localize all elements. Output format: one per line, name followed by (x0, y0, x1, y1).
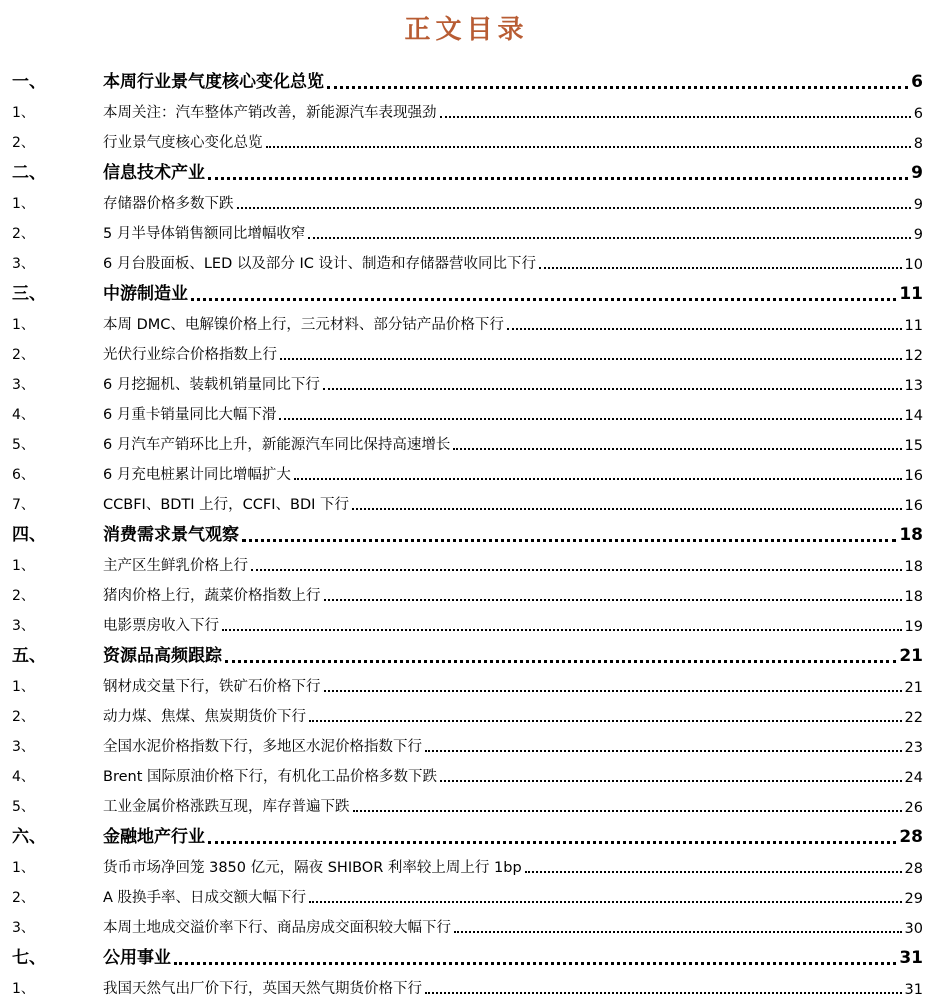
section-number: 七、 (12, 948, 46, 968)
subsection-number: 2、 (12, 135, 35, 151)
page-number[interactable]: 31 (904, 982, 923, 998)
page-number[interactable]: 9 (913, 197, 923, 213)
page-number[interactable]: 13 (904, 378, 923, 394)
dot-leader (279, 418, 901, 420)
subsection-title[interactable]: 6 月重卡销量同比大幅下滑 (103, 407, 277, 423)
toc-subsection-entry[interactable] (0, 489, 933, 519)
toc-subsection-entry[interactable] (0, 973, 933, 1003)
dot-leader (294, 478, 902, 480)
subsection-number: 3、 (12, 920, 35, 936)
toc-subsection-entry[interactable] (0, 731, 933, 761)
toc-section-entry[interactable] (0, 67, 933, 97)
toc-subsection-entry[interactable] (0, 369, 933, 399)
subsection-title[interactable]: 6 月台股面板、LED 以及部分 IC 设计、制造和存储器营收同比下行 (103, 256, 536, 272)
section-title[interactable]: 中游制造业 (103, 284, 188, 304)
subsection-number: 2、 (12, 709, 35, 725)
page-number[interactable]: 21 (904, 680, 923, 696)
page-number[interactable]: 6 (911, 72, 923, 92)
page-title: 正文目录 (404, 15, 529, 45)
page-number[interactable]: 19 (904, 619, 923, 635)
page-number[interactable]: 6 (913, 106, 923, 122)
section-number: 三、 (12, 284, 46, 304)
subsection-title[interactable]: 全国水泥价格指数下行，多地区水泥价格指数下行 (103, 739, 422, 755)
subsection-number: 1、 (12, 860, 35, 876)
section-title[interactable]: 本周行业景气度核心变化总览 (103, 72, 324, 92)
subsection-number: 6、 (12, 467, 35, 483)
subsection-number: 3、 (12, 739, 35, 755)
dot-leader (174, 962, 896, 965)
subsection-number: 7、 (12, 497, 35, 513)
dot-leader (266, 146, 911, 148)
toc-subsection-entry[interactable] (0, 912, 933, 942)
subsection-title[interactable]: 钢材成交量下行，铁矿石价格下行 (103, 679, 321, 695)
subsection-number: 2、 (12, 588, 35, 604)
dot-leader (539, 267, 902, 269)
toc-subsection-entry[interactable] (0, 852, 933, 882)
subsection-title[interactable]: 动力煤、焦煤、焦炭期货价下行 (103, 709, 306, 725)
toc-subsection-entry[interactable] (0, 429, 933, 459)
toc-subsection-entry[interactable] (0, 791, 933, 821)
subsection-title[interactable]: 电影票房收入下行 (103, 618, 219, 634)
toc-subsection-entry[interactable] (0, 580, 933, 610)
dot-leader (425, 992, 902, 994)
dot-leader (309, 720, 902, 722)
subsection-title[interactable]: 猪肉价格上行，蔬菜价格指数上行 (103, 588, 321, 604)
section-title[interactable]: 金融地产行业 (103, 827, 205, 847)
page-number[interactable]: 10 (904, 257, 923, 273)
page-number[interactable]: 30 (904, 921, 923, 937)
toc-subsection-entry[interactable] (0, 610, 933, 640)
subsection-title[interactable]: 本周土地成交溢价率下行、商品房成交面积较大幅下行 (103, 920, 451, 936)
section-number: 四、 (12, 525, 46, 545)
subsection-title[interactable]: 行业景气度核心变化总览 (103, 135, 263, 151)
subsection-title[interactable]: 5 月半导体销售额同比增幅收窄 (103, 226, 306, 242)
subsection-title[interactable]: 6 月充电桩累计同比增幅扩大 (103, 467, 291, 483)
subsection-number: 2、 (12, 890, 35, 906)
page-number[interactable]: 31 (899, 948, 923, 968)
dot-leader (308, 237, 910, 239)
toc-subsection-entry[interactable] (0, 550, 933, 580)
subsection-title[interactable]: 本周 DMC、电解镍价格上行，三元材料、部分钴产品价格下行 (103, 317, 504, 333)
subsection-number: 1、 (12, 317, 35, 333)
toc-section-entry[interactable] (0, 520, 933, 550)
toc-subsection-entry[interactable] (0, 701, 933, 731)
dot-leader (280, 358, 902, 360)
toc-section-entry[interactable] (0, 158, 933, 188)
table-of-contents (0, 66, 933, 1003)
subsection-number: 3、 (12, 256, 35, 272)
page-number[interactable]: 15 (904, 438, 923, 454)
page-number[interactable]: 28 (899, 827, 923, 847)
toc-subsection-entry[interactable] (0, 309, 933, 339)
subsection-number: 1、 (12, 196, 35, 212)
subsection-title[interactable]: CCBFI、BDTI 上行，CCFI、BDI 下行 (103, 497, 350, 513)
page-number[interactable]: 21 (899, 646, 923, 666)
section-number: 五、 (12, 646, 46, 666)
page-number[interactable]: 14 (904, 408, 923, 424)
toc-section-entry[interactable] (0, 822, 933, 852)
section-number: 一、 (12, 72, 46, 92)
subsection-number: 5、 (12, 799, 35, 815)
subsection-number: 1、 (12, 105, 35, 121)
dot-leader (225, 660, 896, 663)
page-number[interactable]: 23 (904, 740, 923, 756)
section-title[interactable]: 信息技术产业 (103, 163, 205, 183)
toc-subsection-entry[interactable] (0, 248, 933, 278)
dot-leader (222, 629, 902, 631)
subsection-title[interactable]: 光伏行业综合价格指数上行 (103, 347, 277, 363)
subsection-number: 2、 (12, 226, 35, 242)
subsection-number: 2、 (12, 347, 35, 363)
toc-subsection-entry[interactable] (0, 127, 933, 157)
page-number[interactable]: 22 (904, 710, 923, 726)
page-number[interactable]: 16 (904, 468, 923, 484)
subsection-number: 1、 (12, 558, 35, 574)
subsection-number: 3、 (12, 377, 35, 393)
subsection-title[interactable]: 我国天然气出厂价下行，英国天然气期货价格下行 (103, 981, 422, 997)
subsection-number: 4、 (12, 407, 35, 423)
subsection-title[interactable]: 工业金属价格涨跌互现，库存普遍下跌 (103, 799, 350, 815)
dot-leader (440, 780, 902, 782)
toc-subsection-entry[interactable] (0, 218, 933, 248)
dot-leader (352, 508, 902, 510)
dot-leader (208, 841, 896, 844)
dot-leader (453, 448, 901, 450)
page-number[interactable]: 26 (904, 800, 923, 816)
dot-leader (323, 388, 902, 390)
section-title[interactable]: 消费需求景气观察 (103, 525, 239, 545)
subsection-title[interactable]: 货币市场净回笼 3850 亿元，隔夜 SHIBOR 利率较上周上行 1bp (103, 860, 522, 876)
page-number[interactable]: 9 (911, 163, 923, 183)
dot-leader (242, 539, 896, 542)
dot-leader (191, 298, 896, 301)
subsection-number: 3、 (12, 618, 35, 634)
toc-subsection-entry[interactable] (0, 671, 933, 701)
dot-leader (251, 569, 902, 571)
page-number[interactable]: 9 (913, 227, 923, 243)
section-title[interactable]: 公用事业 (103, 948, 171, 968)
toc-subsection-entry[interactable] (0, 97, 933, 127)
toc-subsection-entry[interactable] (0, 459, 933, 489)
section-number: 二、 (12, 163, 46, 183)
page-number[interactable]: 8 (913, 136, 923, 152)
toc-subsection-entry[interactable] (0, 882, 933, 912)
subsection-title[interactable]: 6 月汽车产销环比上升，新能源汽车同比保持高速增长 (103, 437, 451, 453)
dot-leader (507, 328, 902, 330)
subsection-title[interactable]: 主产区生鲜乳价格上行 (103, 558, 248, 574)
toc-subsection-entry[interactable] (0, 188, 933, 218)
dot-leader (440, 116, 911, 118)
page-number[interactable]: 18 (904, 589, 923, 605)
section-number: 六、 (12, 827, 46, 847)
dot-leader (208, 177, 908, 180)
dot-leader (353, 810, 902, 812)
page-number[interactable]: 18 (904, 559, 923, 575)
toc-subsection-entry[interactable] (0, 399, 933, 429)
page-number[interactable]: 11 (904, 318, 923, 334)
page-number[interactable]: 24 (904, 770, 923, 786)
toc-subsection-entry[interactable] (0, 761, 933, 791)
toc-subsection-entry[interactable] (0, 339, 933, 369)
subsection-title[interactable]: Brent 国际原油价格下行，有机化工品价格多数下跌 (103, 769, 437, 785)
dot-leader (454, 931, 902, 933)
dot-leader (324, 690, 902, 692)
dot-leader (525, 871, 902, 873)
page-number[interactable]: 12 (904, 348, 923, 364)
subsection-title[interactable]: A 股换手率、日成交额大幅下行 (103, 890, 307, 906)
dot-leader (425, 750, 902, 752)
page-number[interactable]: 16 (904, 498, 923, 514)
page-number[interactable]: 11 (899, 284, 923, 304)
subsection-number: 1、 (12, 679, 35, 695)
page-number[interactable]: 18 (899, 525, 923, 545)
dot-leader (237, 207, 911, 209)
subsection-title[interactable]: 存储器价格多数下跌 (103, 196, 234, 212)
section-title[interactable]: 资源品高频跟踪 (103, 646, 222, 666)
toc-section-entry[interactable] (0, 943, 933, 973)
dot-leader (309, 901, 902, 903)
subsection-number: 5、 (12, 437, 35, 453)
dot-leader (324, 599, 902, 601)
toc-section-entry[interactable] (0, 279, 933, 309)
subsection-number: 1、 (12, 981, 35, 997)
dot-leader (327, 86, 908, 89)
toc-section-entry[interactable] (0, 641, 933, 671)
subsection-title[interactable]: 6 月挖掘机、装载机销量同比下行 (103, 377, 320, 393)
subsection-number: 4、 (12, 769, 35, 785)
page-number[interactable]: 29 (904, 891, 923, 907)
page-number[interactable]: 28 (904, 861, 923, 877)
subsection-title[interactable]: 本周关注：汽车整体产销改善，新能源汽车表现强劲 (103, 105, 437, 121)
